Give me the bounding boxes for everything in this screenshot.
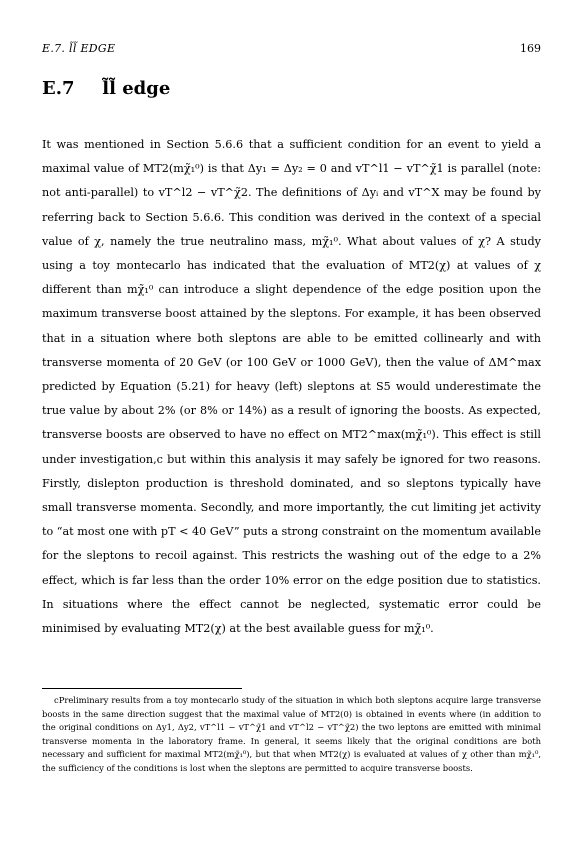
body-text	[42, 133, 541, 641]
page-number: 169	[520, 42, 541, 55]
section-number: E.7	[42, 78, 75, 99]
footnote	[42, 694, 541, 776]
section-heading	[42, 78, 541, 102]
footnote-text: cPreliminary results from a toy montecarlo study of the situation in which both sleptons acquire large transverse boosts in the same direction suggest that the maximal value of MT2(0) is obtained in events where (in addition to the original conditions on Δy1, Δy2, vT^l1 − vT^χ̃1 and vT^l2 − vT^χ̃2) the two leptons are emitted with minimal transverse momenta in the laboratory frame. In general, it seems likely that the original conditions are both necessary and sufficient for maximal MT2(mχ̃₁⁰), but that when MT2(χ) is evaluated at values of χ other than mχ̃₁⁰, the sufficiency of the conditions is lost when the sleptons are permitted to acquire transverse boosts.	[42, 695, 541, 773]
footnote-rule	[42, 688, 242, 689]
running-header	[42, 42, 541, 56]
section-title-text: l̃l̃ edge	[102, 78, 171, 99]
body-paragraph: It was mentioned in Section 5.6.6 that a sufficient condition for an event to yield a maximal value of MT2(mχ̃₁⁰) is that Δy₁ = Δy₂ = 0 and vT^l1 − vT^χ̃1 is parallel (note: not anti-parallel) to vT^l2 − vT^χ̃2. The definitions of Δyᵢ and vT^X may be found by referring back to Section 5.6.6. This condition was derived in the context of a special value of χ, namely the true neutralino mass, mχ̃₁⁰. What about values of χ? A study using a toy montecarlo has indicated that the evaluation of MT2(χ) at values of χ different than mχ̃₁⁰ can introduce a slight dependence of the edge position upon the maximum transverse boost attained by the sleptons. For example, it has been observed that in a situation where both sleptons are able to be emitted collinearly and with transverse momenta of 20 GeV (or 100 GeV or 1000 GeV), then the value of ΔM^max predicted by Equation (5.21) for heavy (left) sleptons at S5 would underestimate the true value by about 2% (or 8% or 14%) as a result of ignoring the boosts. As expected, transverse boosts are observed to have no effect on MT2^max(mχ̃₁⁰). This effect is still under investigation,c but within this analysis it may safely be ignored for two reasons. Firstly, dislepton production is threshold dominated, and so sleptons typically have small transverse momenta. Secondly, and more importantly, the cut limiting jet activity to “at most one with pT < 40 GeV” puts a strong constraint on the momentum available for the sleptons to recoil against. This restricts the washing out of the edge to a 2% effect, which is far less than the order 10% error on the edge position due to statistics. In situations where the effect cannot be neglected, systematic error could be minimised by evaluating MT2(χ) at the best available guess for mχ̃₁⁰.	[42, 138, 541, 636]
running-title: E.7. l̃l̃ EDGE	[42, 42, 116, 55]
